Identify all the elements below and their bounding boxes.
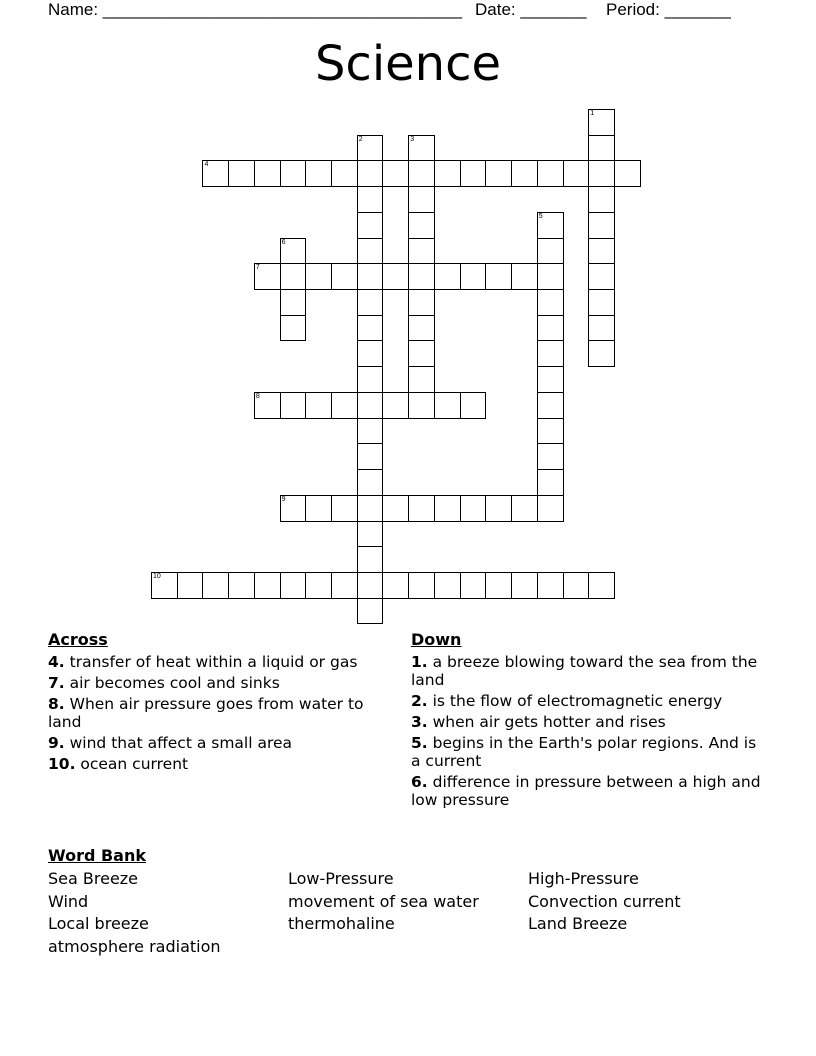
grid-cell[interactable] xyxy=(485,572,512,599)
clue-number: 6 xyxy=(281,238,286,246)
grid-cell[interactable] xyxy=(460,263,487,290)
clue-text: When air pressure goes from water to land xyxy=(48,695,364,731)
grid-cell[interactable] xyxy=(537,289,564,316)
period-label: Period: _______ xyxy=(606,0,731,19)
grid-cell[interactable] xyxy=(280,289,307,316)
grid-cell[interactable] xyxy=(485,495,512,522)
grid-cell[interactable] xyxy=(408,289,435,316)
grid-cell[interactable] xyxy=(254,263,281,290)
grid-cell[interactable] xyxy=(305,495,332,522)
grid-cell[interactable] xyxy=(434,392,461,419)
grid-cell[interactable] xyxy=(357,366,384,393)
grid-cell[interactable] xyxy=(614,160,641,187)
grid-cell[interactable] xyxy=(177,572,204,599)
clue-number-label: 2. xyxy=(411,692,428,710)
grid-cell[interactable] xyxy=(280,160,307,187)
grid-cell[interactable] xyxy=(305,263,332,290)
page-title: Science xyxy=(314,36,502,92)
clue-number-label: 9. xyxy=(48,734,65,752)
clue-text: a breeze blowing toward the sea from the land xyxy=(411,653,758,689)
word-bank-item: Land Breeze xyxy=(528,914,628,933)
word-bank-item: movement of sea water xyxy=(288,891,479,911)
grid-cell[interactable] xyxy=(537,160,564,187)
grid-cell[interactable] xyxy=(280,238,307,265)
grid-cell[interactable] xyxy=(357,315,384,342)
grid-cell[interactable] xyxy=(202,572,229,599)
grid-cell[interactable] xyxy=(408,160,435,187)
grid-cell[interactable] xyxy=(357,469,384,496)
grid-cell[interactable] xyxy=(357,186,384,213)
grid-cell[interactable] xyxy=(537,263,564,290)
down-clue xyxy=(411,692,761,710)
grid-cell[interactable] xyxy=(485,160,512,187)
clue-text: air becomes cool and sinks xyxy=(64,674,280,692)
grid-cell[interactable] xyxy=(434,495,461,522)
date-label: Date: _______ xyxy=(475,0,587,19)
grid-cell[interactable] xyxy=(280,263,307,290)
word-bank-item: Convection current xyxy=(528,891,681,911)
down-clue xyxy=(411,734,761,770)
clue-number: 7 xyxy=(255,264,260,272)
grid-cell[interactable] xyxy=(434,572,461,599)
grid-cell[interactable] xyxy=(382,263,409,290)
grid-cell[interactable] xyxy=(537,495,564,522)
grid-cell[interactable] xyxy=(537,443,564,470)
word-bank-item: High-Pressure xyxy=(528,869,639,888)
grid-cell[interactable] xyxy=(408,212,435,239)
grid-cell[interactable] xyxy=(357,289,384,316)
grid-cell[interactable] xyxy=(228,572,255,599)
date-field[interactable] xyxy=(475,0,587,20)
grid-cell[interactable] xyxy=(357,263,384,290)
grid-cell[interactable] xyxy=(331,160,358,187)
down-clue xyxy=(411,653,761,689)
grid-cell[interactable] xyxy=(434,263,461,290)
grid-cell[interactable] xyxy=(588,186,615,213)
clue-text: difference in pressure between a high and low pressure xyxy=(411,773,761,809)
grid-cell[interactable] xyxy=(408,366,435,393)
grid-cell[interactable] xyxy=(563,572,590,599)
grid-cell[interactable] xyxy=(537,572,564,599)
clue-number-label: 4. xyxy=(48,653,65,671)
grid-cell[interactable] xyxy=(588,263,615,290)
grid-cell[interactable] xyxy=(382,160,409,187)
grid-cell[interactable] xyxy=(588,315,615,342)
clue-number-label: 6. xyxy=(411,773,428,791)
clue-text: transfer of heat within a liquid or gas xyxy=(64,653,358,671)
grid-cell[interactable] xyxy=(460,495,487,522)
word-bank-heading: Word Bank xyxy=(48,846,147,865)
grid-cell[interactable] xyxy=(331,392,358,419)
grid-cell[interactable] xyxy=(280,392,307,419)
grid-cell[interactable] xyxy=(408,315,435,342)
grid-cell[interactable] xyxy=(460,160,487,187)
grid-cell[interactable] xyxy=(537,315,564,342)
grid-cell[interactable] xyxy=(357,418,384,445)
grid-cell[interactable] xyxy=(357,521,384,548)
grid-cell[interactable] xyxy=(357,238,384,265)
clue-number: 9 xyxy=(281,495,286,503)
grid-cell[interactable] xyxy=(280,315,307,342)
clue-text: wind that affect a small area xyxy=(64,734,293,752)
grid-cell[interactable] xyxy=(305,392,332,419)
clue-number: 5 xyxy=(538,212,543,220)
grid-cell[interactable] xyxy=(408,572,435,599)
clue-number: 3 xyxy=(410,135,415,143)
grid-cell[interactable] xyxy=(588,289,615,316)
clue-text: when air gets hotter and rises xyxy=(427,713,666,731)
header-fields xyxy=(48,0,462,20)
clue-number-label: 5. xyxy=(411,734,428,752)
grid-cell[interactable] xyxy=(511,495,538,522)
clue-number: 10 xyxy=(153,572,161,580)
grid-cell[interactable] xyxy=(357,443,384,470)
grid-cell[interactable] xyxy=(357,135,384,162)
grid-cell[interactable] xyxy=(537,392,564,419)
grid-cell[interactable] xyxy=(357,495,384,522)
grid-cell[interactable] xyxy=(511,572,538,599)
clue-number-label: 7. xyxy=(48,674,65,692)
grid-cell[interactable] xyxy=(588,572,615,599)
grid-cell[interactable] xyxy=(563,160,590,187)
grid-cell[interactable] xyxy=(588,212,615,239)
word-bank-item: thermohaline xyxy=(288,914,395,933)
grid-cell[interactable] xyxy=(357,546,384,573)
grid-cell[interactable] xyxy=(305,572,332,599)
grid-cell[interactable] xyxy=(460,572,487,599)
grid-cell[interactable] xyxy=(228,160,255,187)
across-clue xyxy=(48,734,383,752)
grid-cell[interactable] xyxy=(588,238,615,265)
grid-cell[interactable] xyxy=(408,495,435,522)
grid-cell[interactable] xyxy=(280,572,307,599)
grid-cell[interactable] xyxy=(357,212,384,239)
grid-cell[interactable] xyxy=(357,160,384,187)
grid-cell[interactable] xyxy=(331,495,358,522)
clue-number: 8 xyxy=(255,392,260,400)
grid-cell[interactable] xyxy=(485,263,512,290)
across-clues xyxy=(48,631,383,776)
clue-number-label: 8. xyxy=(48,695,65,713)
clue-number-label: 3. xyxy=(411,713,428,731)
grid-cell[interactable] xyxy=(331,572,358,599)
period-field[interactable] xyxy=(606,0,731,20)
name-field[interactable]: Name: ______________________________________ xyxy=(48,0,463,19)
grid-cell[interactable] xyxy=(408,186,435,213)
grid-cell[interactable] xyxy=(357,598,384,625)
grid-cell[interactable] xyxy=(202,160,229,187)
clue-text: begins in the Earth's polar regions. And is a current xyxy=(411,734,757,770)
down-clue xyxy=(411,713,761,731)
across-heading: Across xyxy=(48,630,108,649)
grid-cell[interactable] xyxy=(254,392,281,419)
across-clue xyxy=(48,695,383,731)
grid-cell[interactable] xyxy=(511,160,538,187)
grid-cell[interactable] xyxy=(537,418,564,445)
grid-cell[interactable] xyxy=(588,160,615,187)
grid-cell[interactable] xyxy=(408,263,435,290)
grid-cell[interactable] xyxy=(537,340,564,367)
grid-cell[interactable] xyxy=(537,212,564,239)
grid-cell[interactable] xyxy=(331,263,358,290)
clue-text: is the flow of electromagnetic energy xyxy=(427,692,723,710)
grid-cell[interactable] xyxy=(511,263,538,290)
down-clue xyxy=(411,773,761,809)
clue-number: 4 xyxy=(204,161,209,169)
grid-cell[interactable] xyxy=(254,160,281,187)
grid-cell[interactable] xyxy=(408,340,435,367)
grid-cell[interactable] xyxy=(280,495,307,522)
grid-cell[interactable] xyxy=(305,160,332,187)
grid-cell[interactable] xyxy=(537,469,564,496)
down-clues xyxy=(411,631,761,812)
word-bank-item: Wind xyxy=(48,891,89,911)
grid-cell[interactable] xyxy=(357,340,384,367)
word-bank-item: Sea Breeze xyxy=(48,869,139,888)
across-clue xyxy=(48,674,383,692)
across-list xyxy=(48,653,383,773)
grid-cell[interactable] xyxy=(382,495,409,522)
word-bank-item: atmosphere radiation xyxy=(48,936,221,956)
grid-cell[interactable] xyxy=(382,392,409,419)
grid-cell[interactable] xyxy=(357,572,384,599)
clue-number-label: 10. xyxy=(48,755,76,773)
grid-cell[interactable] xyxy=(588,135,615,162)
down-list xyxy=(411,653,761,809)
down-heading: Down xyxy=(411,630,462,649)
clue-number: 2 xyxy=(358,135,363,143)
across-clue xyxy=(48,653,383,671)
word-bank-item: Low-Pressure xyxy=(288,869,394,888)
clue-number: 1 xyxy=(590,110,595,117)
across-clue xyxy=(48,755,383,773)
grid-cell[interactable] xyxy=(537,366,564,393)
grid-cell[interactable] xyxy=(408,135,435,162)
grid-cell[interactable] xyxy=(254,572,281,599)
grid-cell[interactable] xyxy=(408,392,435,419)
word-bank-item: Local breeze xyxy=(48,914,149,933)
grid-cell[interactable] xyxy=(588,109,615,136)
grid-cell[interactable] xyxy=(588,340,615,367)
grid-cell[interactable] xyxy=(434,160,461,187)
grid-cell[interactable] xyxy=(537,238,564,265)
grid-cell[interactable] xyxy=(357,392,384,419)
clue-number-label: 1. xyxy=(411,653,428,671)
grid-cell[interactable] xyxy=(382,572,409,599)
grid-cell[interactable] xyxy=(151,572,178,599)
clue-text: ocean current xyxy=(75,755,189,773)
grid-cell[interactable] xyxy=(408,238,435,265)
grid-cell[interactable] xyxy=(460,392,487,419)
